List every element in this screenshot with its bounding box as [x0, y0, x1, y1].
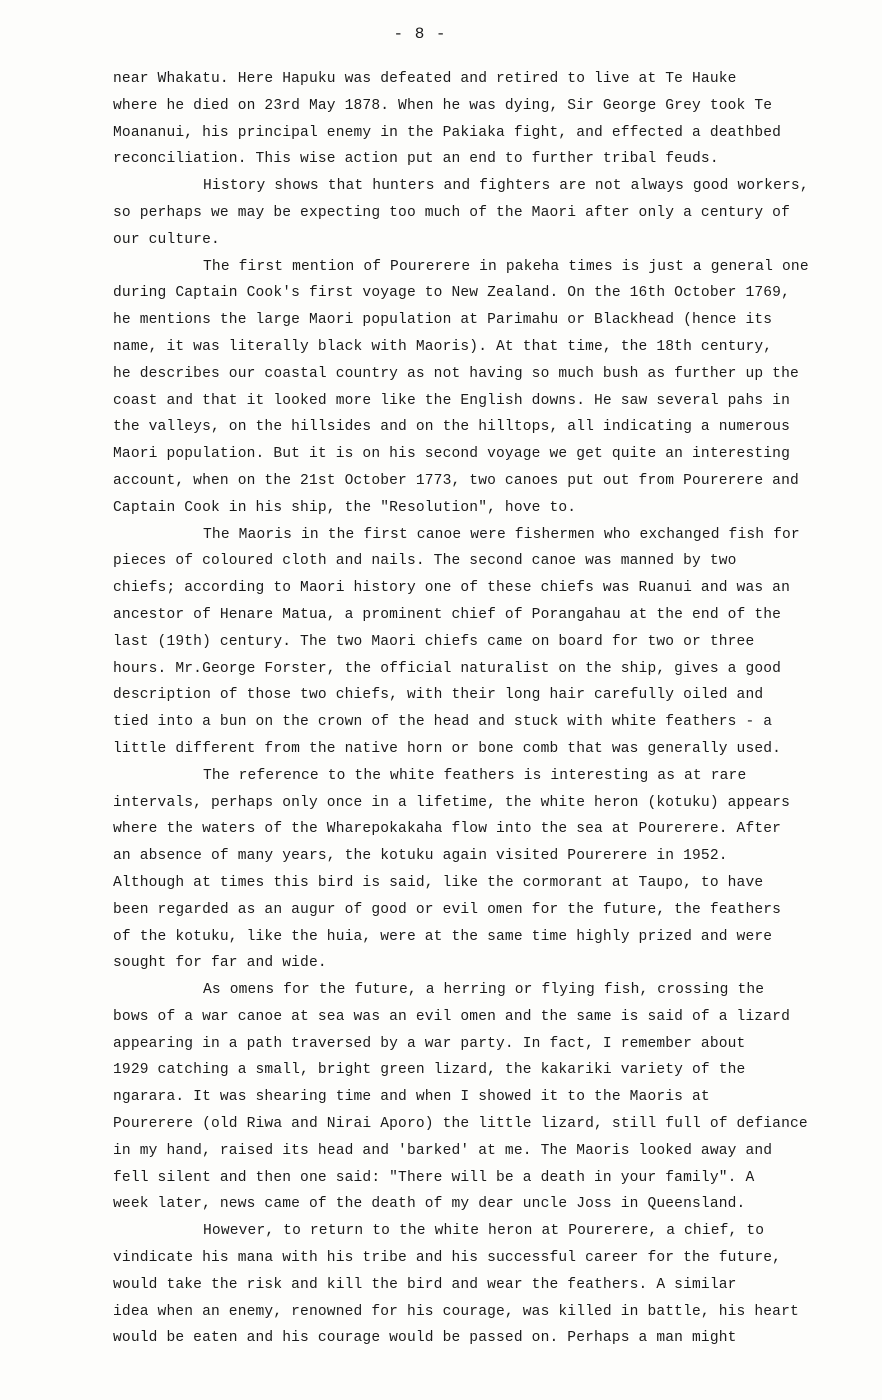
- text-line: reconciliation. This wise action put an end to further tribal feuds.: [113, 151, 719, 168]
- text-line: account, when on the 21st October 1773, two canoes put out from Pourerere and: [113, 472, 799, 489]
- text-line: in my hand, raised its head and 'barked' at me. The Maoris looked away and: [113, 1142, 773, 1159]
- text-line: week later, news came of the death of my dear uncle Joss in Queensland.: [113, 1196, 746, 1213]
- text-line: idea when an enemy, renowned for his courage, was killed in battle, his heart: [113, 1303, 799, 1320]
- text-line: coast and that it looked more like the English downs. He saw several pahs in: [113, 392, 790, 409]
- text-line: Pourerere (old Riwa and Nirai Aporo) the little lizard, still full of defiance: [113, 1116, 808, 1133]
- text-line: near Whakatu. Here Hapuku was defeated and retired to live at Te Hauke: [113, 71, 737, 87]
- text-line: appearing in a path traversed by a war party. In fact, I remember about: [113, 1035, 746, 1052]
- text-line: he describes our coastal country as not having so much bush as further up the: [113, 365, 799, 382]
- text-line: Moananui, his principal enemy in the Pakiaka fight, and effected a deathbed: [113, 124, 782, 141]
- text-line: chiefs; according to Maori history one of these chiefs was Ruanui and was an: [113, 580, 790, 597]
- text-line: As omens for the future, a herring or flying fish, crossing the: [203, 982, 765, 999]
- text-line: History shows that hunters and fighters are not always good workers,: [203, 178, 809, 195]
- text-line: would take the risk and kill the bird and wear the feathers. A similar: [113, 1276, 737, 1293]
- text-line: description of those two chiefs, with their long hair carefully oiled and: [113, 687, 764, 704]
- text-line: The first mention of Pourerere in pakeha times is just a general one: [203, 258, 809, 275]
- text-line: been regarded as an augur of good or evil omen for the future, the feathers: [113, 901, 782, 918]
- text-line: sought for far and wide.: [113, 955, 327, 972]
- text-line: where the waters of the Wharepokakaha flow into the sea at Pourerere. After: [113, 821, 782, 838]
- text-line: tied into a bun on the crown of the head and stuck with white feathers - a: [113, 714, 773, 731]
- text-line: of the kotuku, like the huia, were at the same time highly prized and were: [113, 928, 773, 945]
- text-line: where he died on 23rd May 1878. When he was dying, Sir George Grey took Te: [113, 97, 773, 114]
- text-line: an absence of many years, the kotuku again visited Pourerere in 1952.: [113, 848, 728, 865]
- text-line: vindicate his mana with his tribe and his successful career for the future,: [113, 1250, 782, 1267]
- text-line: last (19th) century. The two Maori chiefs came on board for two or three: [113, 633, 755, 650]
- text-line: The reference to the white feathers is interesting as at rare: [203, 767, 747, 784]
- text-line: our culture.: [113, 231, 220, 248]
- text-line: However, to return to the white heron at Pourerere, a chief, to: [203, 1223, 765, 1240]
- text-line: The Maoris in the first canoe were fishermen who exchanged fish for: [203, 526, 800, 543]
- text-line: would be eaten and his courage would be passed on. Perhaps a man might: [113, 1330, 737, 1347]
- text-line: ngarara. It was shearing time and when I showed it to the Maoris at: [113, 1089, 710, 1106]
- text-line: he mentions the large Maori population at Parimahu or Blackhead (hence its: [113, 312, 773, 329]
- text-line: fell silent and then one said: "There will be a death in your family". A: [113, 1169, 755, 1186]
- text-line: ancestor of Henare Matua, a prominent chief of Porangahau at the end of the: [113, 606, 782, 623]
- text-line: so perhaps we may be expecting too much of the Maori after only a century of: [113, 204, 790, 221]
- text-line: Although at times this bird is said, like the cormorant at Taupo, to have: [113, 874, 764, 891]
- text-line: little different from the native horn or bone comb that was generally used.: [113, 740, 782, 757]
- text-line: hours. Mr.George Forster, the official naturalist on the ship, gives a good: [113, 660, 782, 677]
- text-line: pieces of coloured cloth and nails. The second canoe was manned by two: [113, 553, 737, 570]
- text-line: Captain Cook in his ship, the "Resolution", hove to.: [113, 499, 577, 516]
- text-line: the valleys, on the hillsides and on the hilltops, all indicating a numerous: [113, 419, 790, 436]
- page-number: - 8 -: [393, 25, 447, 43]
- text-line: intervals, perhaps only once in a lifetime, the white heron (kotuku) appears: [113, 794, 790, 811]
- text-line: 1929 catching a small, bright green lizard, the kakariki variety of the: [113, 1062, 746, 1079]
- text-line: name, it was literally black with Maoris). At that time, the 18th century,: [113, 338, 773, 355]
- text-line: during Captain Cook's first voyage to New Zealand. On the 16th October 1769,: [113, 285, 790, 302]
- body-text: [113, 66, 843, 1352]
- text-line: Maori population. But it is on his second voyage we get quite an interesting: [113, 446, 790, 463]
- text-line: bows of a war canoe at sea was an evil omen and the same is said of a lizard: [113, 1008, 790, 1025]
